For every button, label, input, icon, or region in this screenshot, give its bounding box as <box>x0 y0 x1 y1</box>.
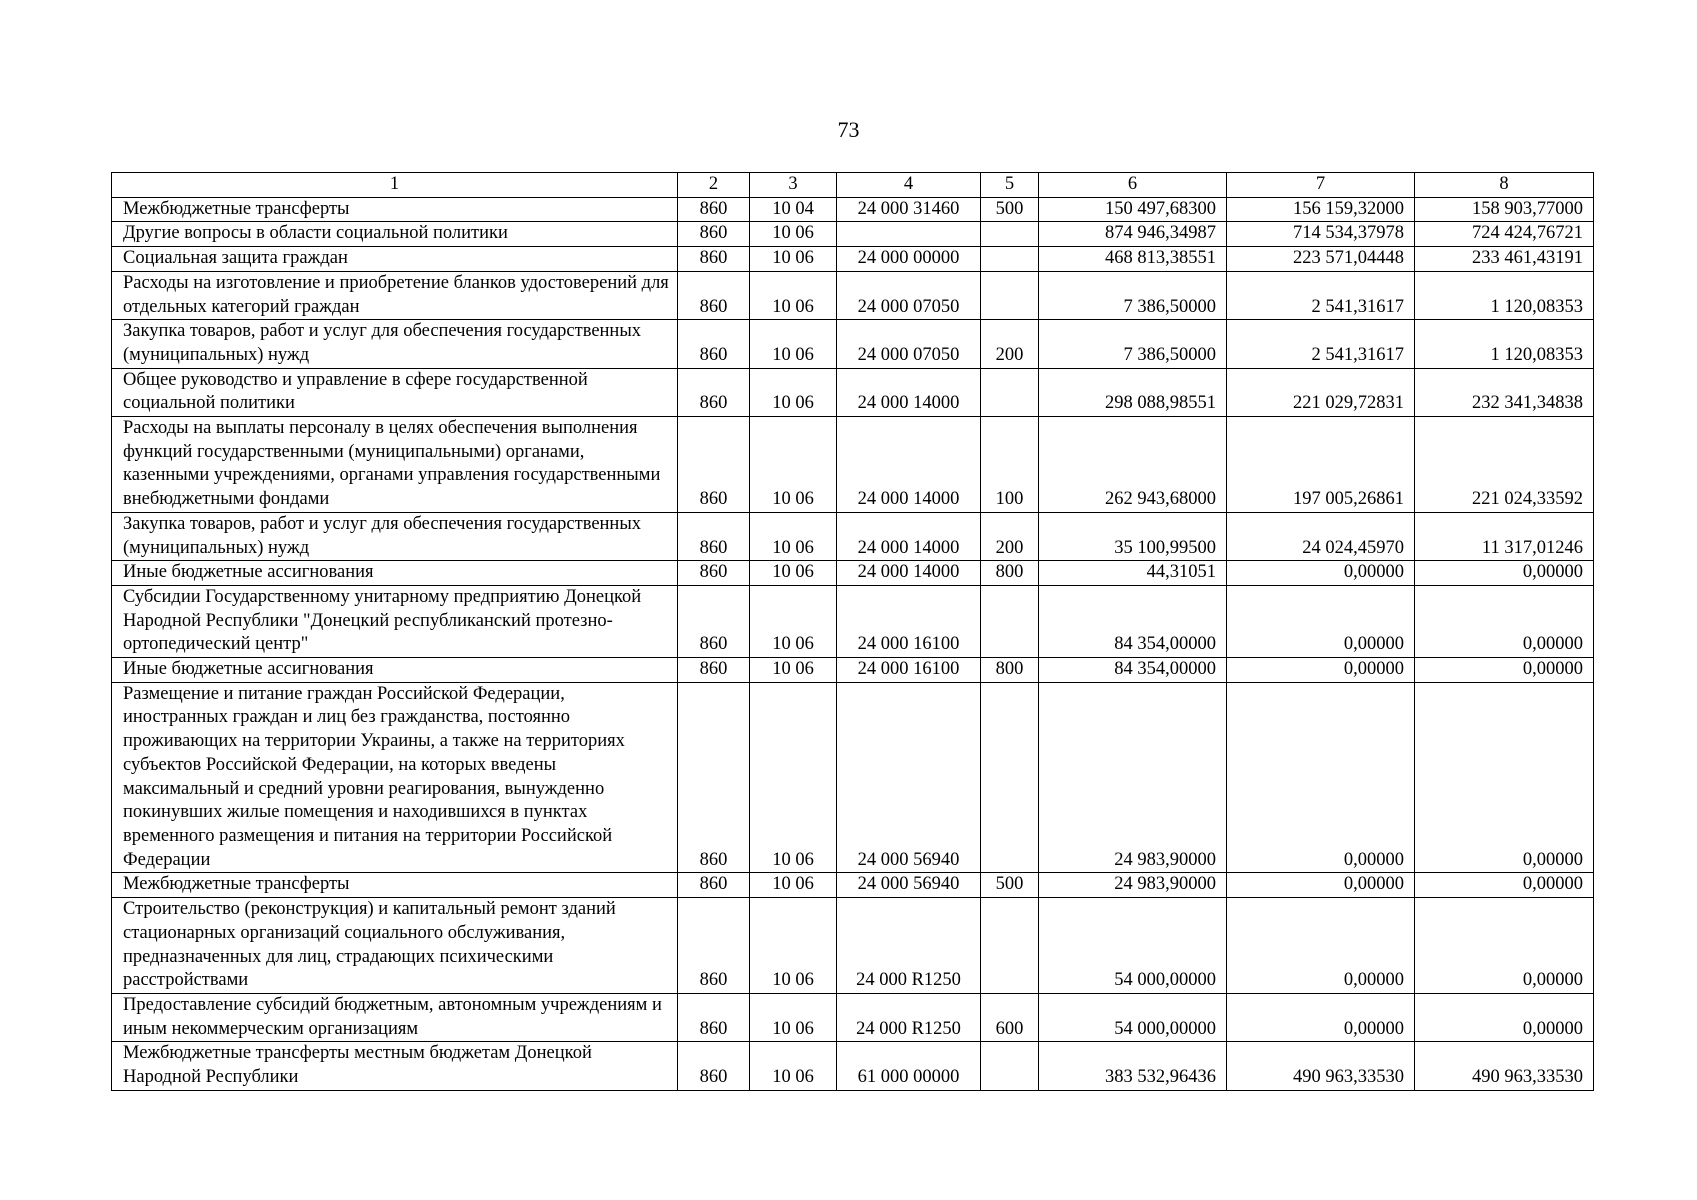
target-article-cell: 61 000 00000 <box>837 1042 981 1090</box>
expense-name-cell: Другие вопросы в области социальной политики <box>112 222 678 247</box>
amount-col6-cell: 24 983,90000 <box>1039 873 1227 898</box>
header-cell: 5 <box>981 173 1039 198</box>
section-code-cell: 10 06 <box>750 898 837 994</box>
ministry-code-cell: 860 <box>678 320 750 368</box>
expense-name-cell: Иные бюджетные ассигнования <box>112 561 678 586</box>
expense-type-cell: 800 <box>981 561 1039 586</box>
amount-col8-cell: 490 963,33530 <box>1415 1042 1594 1090</box>
amount-col8-cell: 1 120,08353 <box>1415 320 1594 368</box>
header-cell: 6 <box>1039 173 1227 198</box>
ministry-code-cell: 860 <box>678 993 750 1041</box>
expense-type-cell: 200 <box>981 512 1039 560</box>
amount-col7-cell: 197 005,26861 <box>1227 417 1415 513</box>
target-article-cell: 24 000 07050 <box>837 320 981 368</box>
table-row <box>112 873 1594 898</box>
expense-type-cell <box>981 271 1039 319</box>
table-row <box>112 320 1594 368</box>
amount-col6-cell: 383 532,96436 <box>1039 1042 1227 1090</box>
table-row <box>112 368 1594 416</box>
section-code-cell: 10 06 <box>750 222 837 247</box>
amount-col6-cell: 84 354,00000 <box>1039 585 1227 657</box>
amount-col8-cell: 0,00000 <box>1415 898 1594 994</box>
amount-col6-cell: 150 497,68300 <box>1039 197 1227 222</box>
ministry-code-cell: 860 <box>678 417 750 513</box>
expense-type-cell: 800 <box>981 658 1039 683</box>
expense-name-cell: Размещение и питание граждан Российской Федерации, иностранных граждан и лиц без гражданства, постоянно проживающих на территории Украины, а также на территориях субъектов Российской Федерации, на которых введены максимальный и средний уровни реагирования, вынужденно покинувших жилые помещения и находившихся в пунктах временного размещения и питания на территории Российской Федерации <box>112 682 678 873</box>
amount-col8-cell: 0,00000 <box>1415 873 1594 898</box>
table-row <box>112 993 1594 1041</box>
amount-col6-cell: 7 386,50000 <box>1039 320 1227 368</box>
amount-col8-cell: 0,00000 <box>1415 561 1594 586</box>
target-article-cell: 24 000 00000 <box>837 247 981 272</box>
section-code-cell: 10 06 <box>750 512 837 560</box>
target-article-cell <box>837 222 981 247</box>
expense-name-cell: Предоставление субсидий бюджетным, автономным учреждениям и иным некоммерческим организациям <box>112 993 678 1041</box>
section-code-cell: 10 06 <box>750 247 837 272</box>
expense-type-cell <box>981 368 1039 416</box>
section-code-cell: 10 06 <box>750 1042 837 1090</box>
amount-col8-cell: 0,00000 <box>1415 993 1594 1041</box>
ministry-code-cell: 860 <box>678 561 750 586</box>
expense-type-cell <box>981 585 1039 657</box>
amount-col7-cell: 2 541,31617 <box>1227 271 1415 319</box>
amount-col6-cell: 44,31051 <box>1039 561 1227 586</box>
expense-name-cell: Строительство (реконструкция) и капитальный ремонт зданий стационарных организаций социального обслуживания, предназначенных для лиц, страдающих психическими расстройствами <box>112 898 678 994</box>
expense-name-cell: Общее руководство и управление в сфере государственной социальной политики <box>112 368 678 416</box>
amount-col6-cell: 54 000,00000 <box>1039 993 1227 1041</box>
target-article-cell: 24 000 07050 <box>837 271 981 319</box>
header-cell: 4 <box>837 173 981 198</box>
amount-col6-cell: 298 088,98551 <box>1039 368 1227 416</box>
target-article-cell: 24 000 16100 <box>837 585 981 657</box>
amount-col8-cell: 233 461,43191 <box>1415 247 1594 272</box>
expense-name-cell: Расходы на выплаты персоналу в целях обеспечения выполнения функций государственными (муниципальными) органами, казенными учреждениями, органами управления государственными внебюджетными фондами <box>112 417 678 513</box>
section-code-cell: 10 06 <box>750 368 837 416</box>
header-cell: 3 <box>750 173 837 198</box>
section-code-cell: 10 04 <box>750 197 837 222</box>
amount-col6-cell: 54 000,00000 <box>1039 898 1227 994</box>
amount-col7-cell: 223 571,04448 <box>1227 247 1415 272</box>
amount-col7-cell: 0,00000 <box>1227 561 1415 586</box>
amount-col6-cell: 7 386,50000 <box>1039 271 1227 319</box>
ministry-code-cell: 860 <box>678 1042 750 1090</box>
expense-name-cell: Закупка товаров, работ и услуг для обеспечения государственных (муниципальных) нужд <box>112 320 678 368</box>
amount-col6-cell: 262 943,68000 <box>1039 417 1227 513</box>
section-code-cell: 10 06 <box>750 873 837 898</box>
amount-col7-cell: 714 534,37978 <box>1227 222 1415 247</box>
section-code-cell: 10 06 <box>750 320 837 368</box>
header-cell: 7 <box>1227 173 1415 198</box>
expense-type-cell: 500 <box>981 197 1039 222</box>
expense-name-cell: Субсидии Государственному унитарному предприятию Донецкой Народной Республики "Донецкий республиканский протезно-ортопедический центр" <box>112 585 678 657</box>
expense-type-cell: 200 <box>981 320 1039 368</box>
expense-type-cell <box>981 1042 1039 1090</box>
expense-type-cell <box>981 222 1039 247</box>
expense-name-cell: Межбюджетные трансферты местным бюджетам Донецкой Народной Республики <box>112 1042 678 1090</box>
expense-name-cell: Иные бюджетные ассигнования <box>112 658 678 683</box>
expense-type-cell <box>981 247 1039 272</box>
table-header-row <box>112 173 1594 198</box>
amount-col8-cell: 158 903,77000 <box>1415 197 1594 222</box>
amount-col7-cell: 0,00000 <box>1227 898 1415 994</box>
section-code-cell: 10 06 <box>750 993 837 1041</box>
amount-col7-cell: 490 963,33530 <box>1227 1042 1415 1090</box>
amount-col7-cell: 221 029,72831 <box>1227 368 1415 416</box>
target-article-cell: 24 000 14000 <box>837 561 981 586</box>
amount-col7-cell: 24 024,45970 <box>1227 512 1415 560</box>
target-article-cell: 24 000 14000 <box>837 368 981 416</box>
expense-name-cell: Закупка товаров, работ и услуг для обеспечения государственных (муниципальных) нужд <box>112 512 678 560</box>
target-article-cell: 24 000 14000 <box>837 512 981 560</box>
section-code-cell: 10 06 <box>750 585 837 657</box>
amount-col6-cell: 874 946,34987 <box>1039 222 1227 247</box>
section-code-cell: 10 06 <box>750 271 837 319</box>
amount-col7-cell: 0,00000 <box>1227 658 1415 683</box>
section-code-cell: 10 06 <box>750 682 837 873</box>
target-article-cell: 24 000 R1250 <box>837 898 981 994</box>
amount-col8-cell: 221 024,33592 <box>1415 417 1594 513</box>
table-body <box>112 173 1594 1091</box>
section-code-cell: 10 06 <box>750 561 837 586</box>
header-cell: 8 <box>1415 173 1594 198</box>
expense-name-cell: Межбюджетные трансферты <box>112 873 678 898</box>
ministry-code-cell: 860 <box>678 368 750 416</box>
page-number: 73 <box>837 117 860 142</box>
table-row <box>112 682 1594 873</box>
table-row <box>112 247 1594 272</box>
ministry-code-cell: 860 <box>678 658 750 683</box>
amount-col7-cell: 0,00000 <box>1227 682 1415 873</box>
amount-col8-cell: 724 424,76721 <box>1415 222 1594 247</box>
ministry-code-cell: 860 <box>678 247 750 272</box>
ministry-code-cell: 860 <box>678 271 750 319</box>
amount-col8-cell: 0,00000 <box>1415 682 1594 873</box>
expense-type-cell <box>981 898 1039 994</box>
expense-type-cell <box>981 682 1039 873</box>
table-row <box>112 271 1594 319</box>
target-article-cell: 24 000 56940 <box>837 682 981 873</box>
table-row <box>112 898 1594 994</box>
amount-col7-cell: 0,00000 <box>1227 585 1415 657</box>
expense-type-cell: 600 <box>981 993 1039 1041</box>
amount-col8-cell: 232 341,34838 <box>1415 368 1594 416</box>
expense-name-cell: Межбюджетные трансферты <box>112 197 678 222</box>
table-row <box>112 658 1594 683</box>
expense-name-cell: Расходы на изготовление и приобретение бланков удостоверений для отдельных категорий граждан <box>112 271 678 319</box>
amount-col6-cell: 24 983,90000 <box>1039 682 1227 873</box>
amount-col7-cell: 0,00000 <box>1227 993 1415 1041</box>
ministry-code-cell: 860 <box>678 222 750 247</box>
table-row <box>112 1042 1594 1090</box>
expense-name-cell: Социальная защита граждан <box>112 247 678 272</box>
amount-col8-cell: 0,00000 <box>1415 585 1594 657</box>
header-cell: 2 <box>678 173 750 198</box>
amount-col6-cell: 35 100,99500 <box>1039 512 1227 560</box>
section-code-cell: 10 06 <box>750 417 837 513</box>
amount-col8-cell: 1 120,08353 <box>1415 271 1594 319</box>
target-article-cell: 24 000 R1250 <box>837 993 981 1041</box>
table-row <box>112 197 1594 222</box>
target-article-cell: 24 000 31460 <box>837 197 981 222</box>
amount-col8-cell: 0,00000 <box>1415 658 1594 683</box>
header-cell: 1 <box>112 173 678 198</box>
table-row <box>112 585 1594 657</box>
table-row <box>112 561 1594 586</box>
amount-col6-cell: 468 813,38551 <box>1039 247 1227 272</box>
target-article-cell: 24 000 56940 <box>837 873 981 898</box>
table-row <box>112 512 1594 560</box>
ministry-code-cell: 860 <box>678 682 750 873</box>
budget-table <box>111 172 1594 1091</box>
target-article-cell: 24 000 16100 <box>837 658 981 683</box>
amount-col8-cell: 11 317,01246 <box>1415 512 1594 560</box>
ministry-code-cell: 860 <box>678 512 750 560</box>
amount-col7-cell: 156 159,32000 <box>1227 197 1415 222</box>
expense-type-cell: 100 <box>981 417 1039 513</box>
amount-col6-cell: 84 354,00000 <box>1039 658 1227 683</box>
amount-col7-cell: 2 541,31617 <box>1227 320 1415 368</box>
target-article-cell: 24 000 14000 <box>837 417 981 513</box>
ministry-code-cell: 860 <box>678 898 750 994</box>
ministry-code-cell: 860 <box>678 873 750 898</box>
ministry-code-cell: 860 <box>678 197 750 222</box>
section-code-cell: 10 06 <box>750 658 837 683</box>
table-row <box>112 417 1594 513</box>
amount-col7-cell: 0,00000 <box>1227 873 1415 898</box>
expense-type-cell: 500 <box>981 873 1039 898</box>
ministry-code-cell: 860 <box>678 585 750 657</box>
table-row <box>112 222 1594 247</box>
